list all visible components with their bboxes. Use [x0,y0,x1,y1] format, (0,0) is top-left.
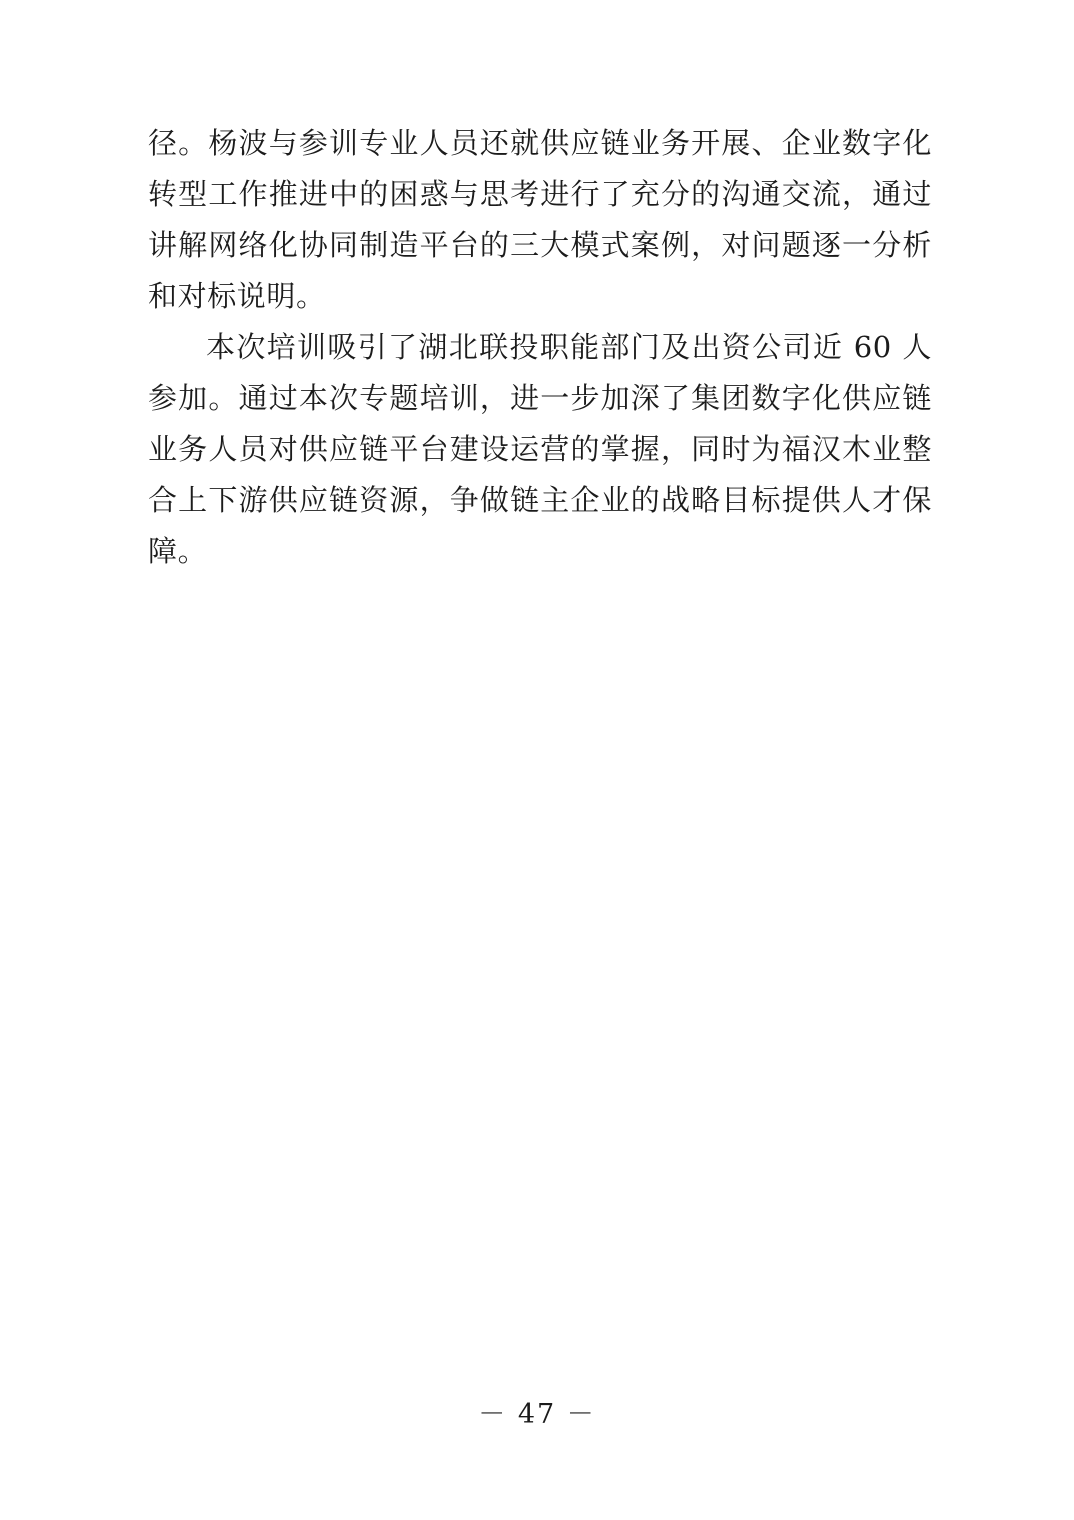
paragraph-training-summary: 本次培训吸引了湖北联投职能部门及出资公司近 60 人参加。通过本次专题培训，进一步加深了集团数字化供应链业务人员对供应链平台建设运营的掌握，同时为福汉木业整合上下游供应链资源，争做链主企业的战略目标提供人才保障。 [148,330,932,568]
document-text-body [148,118,932,577]
page-number: － 47 － [478,1399,596,1430]
page-footer [0,1392,1074,1431]
paragraph-continuation: 径。杨波与参训专业人员还就供应链业务开展、企业数字化转型工作推进中的困惑与思考进行了充分的沟通交流，通过讲解网络化协同制造平台的三大模式案例，对问题逐一分析和对标说明。 [148,126,932,313]
